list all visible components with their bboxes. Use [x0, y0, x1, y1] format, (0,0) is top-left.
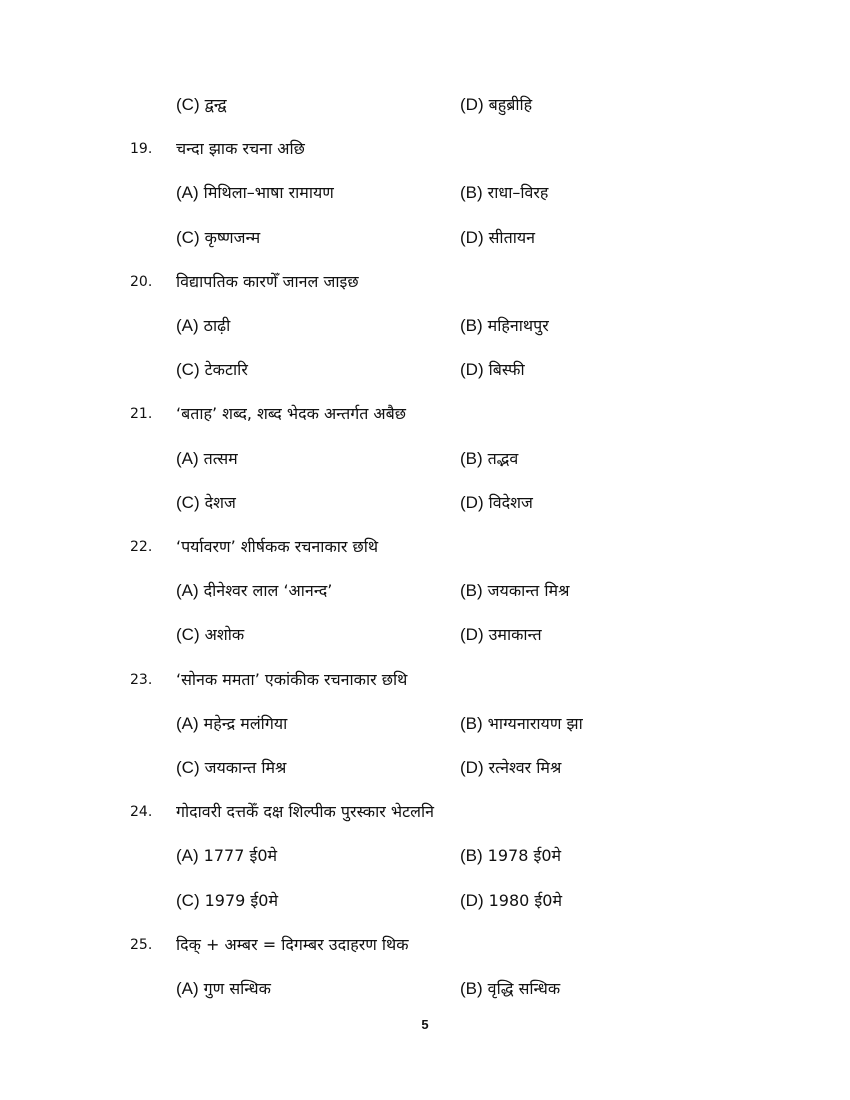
option-row [0, 226, 850, 250]
option-b: (B) भाग्यनारायण झा [460, 714, 583, 733]
question-23 [0, 668, 850, 692]
question-21 [0, 402, 850, 426]
option-c: (C) अशोक [176, 625, 245, 644]
option-row [0, 844, 850, 868]
option-d: (D) उमाकान्त [460, 625, 542, 644]
question-text: गोदावरी दत्तकेँ दक्ष शिल्पीक पुरस्कार भेटलनि [176, 802, 435, 821]
option-b: (B) तद्भव [460, 449, 519, 468]
option-a: (A) मिथिला–भाषा रामायण [176, 183, 334, 202]
option-c: (C) 1979 ई0मे [176, 891, 279, 910]
question-25 [0, 933, 850, 957]
option-c: (C) टेकटारि [176, 360, 248, 379]
question-number: 23. [130, 672, 153, 688]
option-row [0, 358, 850, 382]
question-number: 21. [130, 406, 153, 422]
option-row [0, 491, 850, 515]
option-a: (A) 1777 ई0मे [176, 846, 278, 865]
option-a: (A) तत्सम [176, 449, 238, 468]
option-d: (D) 1980 ई0मे [460, 891, 563, 910]
question-text: ‘सोनक ममता’ एकांकीक रचनाकार छथि [176, 670, 408, 689]
option-c: (C) जयकान्त मिश्र [176, 758, 287, 777]
question-number: 19. [130, 141, 153, 157]
option-row [0, 579, 850, 603]
option-row [0, 181, 850, 205]
option-b: (B) जयकान्त मिश्र [460, 581, 570, 600]
option-b: (B) वृद्धि सन्धिक [460, 979, 561, 998]
option-row [0, 623, 850, 647]
question-number: 22. [130, 539, 153, 555]
option-b: (B) राधा–विरह [460, 183, 549, 202]
option-c: (C) देशज [176, 493, 236, 512]
question-20 [0, 270, 850, 294]
option-row [0, 756, 850, 780]
option-d: (D) विदेशज [460, 493, 533, 512]
question-24 [0, 800, 850, 824]
page-number: 5 [421, 1017, 429, 1032]
option-a: (A) गुण सन्धिक [176, 979, 271, 998]
option-row [0, 314, 850, 338]
question-number: 20. [130, 274, 153, 290]
option-c: (C) कृष्णजन्म [176, 228, 261, 247]
option-d: (D) रत्नेश्वर मिश्र [460, 758, 562, 777]
option-row [0, 447, 850, 471]
option-a: (A) महेन्द्र मलंगिया [176, 714, 288, 733]
question-number: 24. [130, 804, 153, 820]
option-row [0, 93, 850, 117]
question-number: 25. [130, 937, 153, 953]
option-b: (B) 1978 ई0मे [460, 846, 562, 865]
question-19 [0, 137, 850, 161]
question-text: दिक् + अम्बर = दिगम्बर उदाहरण थिक [176, 935, 409, 954]
question-text: ‘पर्यावरण’ शीर्षकक रचनाकार छथि [176, 537, 379, 556]
option-d: (D) सीतायन [460, 228, 535, 247]
question-text: चन्दा झाक रचना अछि [176, 139, 305, 158]
option-c: (C) द्वन्द्व [176, 95, 227, 114]
option-a: (A) ठाढ़ी [176, 316, 231, 335]
option-a: (A) दीनेश्वर लाल ‘आनन्द’ [176, 581, 333, 600]
option-row [0, 889, 850, 913]
option-d: (D) बिस्फी [460, 360, 525, 379]
option-d: (D) बहुब्रीहि [460, 95, 533, 114]
question-text: विद्यापतिक कारणेँ जानल जाइछ [176, 272, 359, 291]
question-text: ‘बताह’ शब्द, शब्द भेदक अन्तर्गत अबैछ [176, 404, 406, 423]
option-row [0, 977, 850, 1001]
question-22 [0, 535, 850, 559]
option-b: (B) महिनाथपुर [460, 316, 549, 335]
option-row [0, 712, 850, 736]
